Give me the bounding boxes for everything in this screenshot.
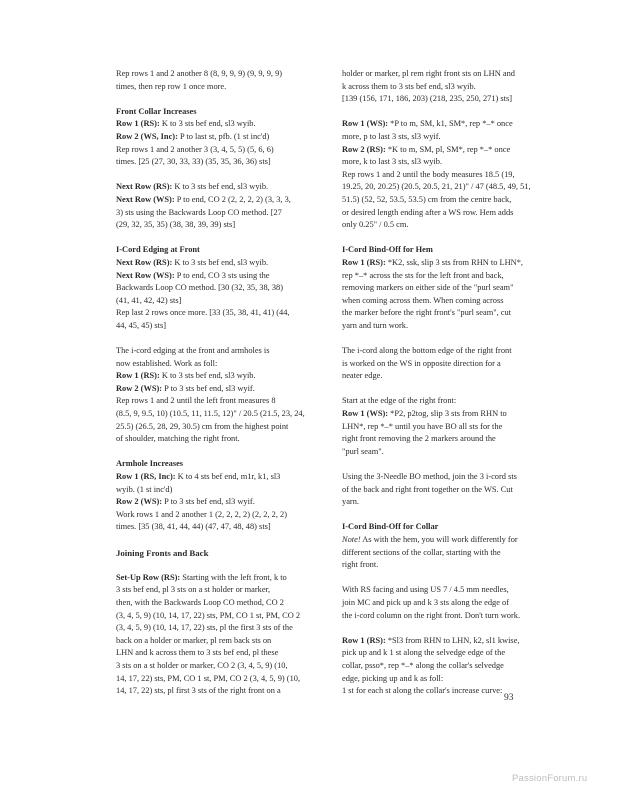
line-text: yarn. (342, 497, 359, 507)
text-line (342, 597, 572, 610)
row-label: Row 2 (WS, Inc): (116, 131, 178, 141)
section-heading: I-Cord Bind-Off for Collar (342, 522, 439, 532)
line-text: K to 3 sts bef end, sl3 wyib. (172, 257, 269, 267)
line-text: right front removing the 2 markers around the (342, 434, 496, 444)
text-line (116, 207, 346, 220)
row-label: Row 1 (RS): (342, 635, 386, 645)
text-line (342, 660, 572, 673)
text-block (342, 345, 572, 383)
line-text: 51.5) (52, 52, 53.5, 53.5) cm from the centre back, (342, 194, 512, 204)
text-line (116, 521, 346, 534)
text-line (342, 433, 572, 446)
text-line (342, 257, 572, 270)
section-heading: I-Cord Bind-Off for Hem (342, 245, 433, 255)
line-text: edge, picking up and k as foll: (342, 673, 444, 683)
line-text: 1 st for each st along the collar's increase curve: (342, 686, 503, 696)
text-line (342, 68, 572, 81)
line-text: *K to m, SM, pl, SM*, rep *–* once (385, 144, 511, 154)
text-line (116, 610, 346, 623)
line-text: P to 3 sts bef end, sl3 wyif. (162, 383, 255, 393)
text-line (342, 118, 572, 131)
text-line (116, 584, 346, 597)
text-line (116, 270, 346, 283)
line-text: more, p to last 3 sts, sl3 wyif. (342, 131, 441, 141)
line-text: more, k to last 3 sts, sl3 wyib. (342, 157, 443, 167)
text-line (342, 320, 572, 333)
line-text: holder or marker, pl rem right front sts on LHN and (342, 69, 515, 78)
text-line (342, 307, 572, 320)
line-text: pick up and k 1 st along the selvedge edge of the (342, 648, 506, 658)
text-block (116, 547, 346, 560)
text-line (342, 194, 572, 207)
line-text: P to end, CO 2 (2, 2, 2, 2) (3, 3, 3, (174, 194, 291, 204)
line-text: 3 sts bef end, pl 3 sts on a st holder or marker, (116, 585, 271, 595)
line-text: Using the 3-Needle BO method, join the 3 i-cord sts (342, 472, 517, 481)
line-text: *K2, ssk, slip 3 sts from RHN to LHN*, (385, 257, 523, 267)
text-line (342, 282, 572, 295)
text-line (342, 685, 572, 698)
text-line (116, 673, 346, 686)
line-text: *P to m, SM, k1, SM*, rep *–* once (388, 119, 513, 129)
row-label: Row 1 (RS, Inc): (116, 472, 176, 481)
text-line (116, 496, 346, 509)
line-text: removing markers on either side of the "purl seam" (342, 283, 514, 293)
text-line (116, 219, 346, 232)
text-line (342, 370, 572, 383)
text-line (342, 484, 572, 497)
text-line (342, 207, 572, 220)
line-text: K to 4 sts bef end, m1r, k1, sl3 (175, 472, 281, 481)
line-text: collar, psso*, rep *–* along the collar's selvedge (342, 660, 504, 670)
line-text: [139 (156, 171, 186, 203) (218, 235, 250, 271) sts] (342, 94, 513, 104)
line-text: Backwards Loop CO method. [30 (32, 35, 38, 38) (116, 283, 284, 293)
page-number: 93 (504, 693, 514, 703)
line-text: *Sl3 from RHN to LHN, k2, sl1 kwise, (385, 635, 520, 645)
text-line (116, 345, 346, 358)
text-line (342, 610, 572, 623)
section-heading: I-Cord Edging at Front (116, 245, 200, 255)
line-text: As with the hem, you will work differently for (360, 534, 518, 544)
line-text: P to end, CO 3 sts using the (174, 270, 270, 280)
line-text: *P2, p2tog, slip 3 sts from RHN to (388, 409, 507, 419)
line-text: The i-cord along the bottom edge of the right front (342, 346, 512, 356)
line-text: rep *–* across the sts for the left front and back, (342, 270, 504, 280)
text-block (116, 572, 346, 698)
text-line (342, 559, 572, 572)
text-line (116, 635, 346, 648)
line-text: neater edge. (342, 371, 383, 381)
text-block (342, 471, 572, 509)
line-text: Rep rows 1 and 2 until the left front measures 8 (116, 396, 276, 406)
text-line (116, 597, 346, 610)
text-line (342, 647, 572, 660)
line-text: Starting with the left front, k to (180, 572, 287, 582)
line-text: K to 3 sts bef end, sl3 wyib. (159, 119, 256, 129)
text-line (116, 131, 346, 144)
line-text: is worked on the WS in opposite direction for a (342, 358, 501, 368)
text-line (342, 421, 572, 434)
text-line (116, 395, 346, 408)
text-block (342, 118, 572, 231)
line-text: yarn and turn work. (342, 320, 409, 330)
row-label: Next Row (WS): (116, 270, 175, 280)
text-block (342, 635, 572, 698)
line-text: join MC and pick up and k 3 sts along the edge of (342, 597, 510, 607)
text-line (116, 295, 346, 308)
text-line (116, 647, 346, 660)
line-text: "purl seam". (342, 446, 384, 456)
line-text: P to 3 sts bef end, sl3 wyif. (162, 497, 255, 507)
text-line (116, 660, 346, 673)
line-text: the marker before the right front's "purl seam", cut (342, 308, 512, 318)
text-line (342, 169, 572, 182)
line-text: times. [25 (27, 30, 33, 33) (35, 35, 36, 36) sts] (116, 157, 271, 167)
text-line (342, 131, 572, 144)
section-heading: Armhole Increases (116, 459, 184, 469)
text-line (116, 509, 346, 522)
line-text: Rep last 2 rows once more. [33 (35, 38, 41, 41) (44, (116, 308, 290, 318)
text-block (116, 458, 346, 534)
watermark: PassionForum.ru (512, 773, 588, 784)
text-line (342, 93, 572, 106)
text-line (116, 370, 346, 383)
line-text: different sections of the collar, starting with the (342, 547, 501, 557)
text-block (342, 584, 572, 622)
text-line (342, 635, 572, 648)
line-text: when coming across them. When coming across (342, 295, 504, 305)
text-line (116, 471, 346, 484)
line-text: (8.5, 9, 9.5, 10) (10.5, 11, 11.5, 12)" / 20.5 (21.5, 23, 24, (116, 409, 305, 419)
row-label: Row 1 (RS): (116, 119, 160, 129)
text-line (342, 81, 572, 94)
row-label: Row 2 (WS): (116, 383, 163, 393)
line-text: now established. Work as foll: (116, 358, 218, 368)
text-line (342, 547, 572, 560)
text-line (342, 358, 572, 371)
section-heading: Front Collar Increases (116, 106, 197, 116)
line-text: Work rows 1 and 2 another 1 (2, 2, 2, 2) (2, 2, 2, 2) (116, 509, 287, 519)
text-line (116, 383, 346, 396)
row-label: Row 2 (WS): (116, 497, 163, 507)
text-line (116, 320, 346, 333)
text-line (342, 156, 572, 169)
text-line (116, 358, 346, 371)
line-text: of shoulder, matching the right front. (116, 434, 240, 444)
text-line (116, 144, 346, 157)
line-text: Rep rows 1 and 2 until the body measures 18.5 (19, (342, 169, 515, 179)
line-text: right front. (342, 560, 379, 570)
line-text: The i-cord edging at the front and armholes is (116, 346, 270, 356)
line-text: (3, 4, 5, 9) (10, 14, 17, 22) sts, PM, CO 1 st, PM, CO 2 (116, 610, 301, 620)
text-line (116, 307, 346, 320)
line-text: P to last st, pfb. (1 st inc'd) (177, 131, 270, 141)
line-text: (41, 41, 42, 42) sts] (116, 295, 182, 305)
text-line (116, 433, 346, 446)
line-text: Rep rows 1 and 2 another 8 (8, 9, 9, 9) (9, 9, 9, 9) (116, 69, 283, 78)
text-block (116, 106, 346, 169)
row-label: Row 1 (RS): (342, 257, 386, 267)
line-text: wyib. (1 st inc'd) (116, 484, 173, 494)
text-block (342, 521, 572, 571)
line-text: 25.5) (26.5, 28, 29, 30.5) cm from the highest point (116, 421, 289, 431)
text-line (342, 496, 572, 509)
text-block (342, 395, 572, 458)
text-block (342, 244, 572, 332)
line-text: only 0.25" / 0.5 cm. (342, 220, 409, 230)
text-line (342, 395, 572, 408)
line-text: LHN*, rep *–* until you have BO all sts for the (342, 421, 503, 431)
text-line (116, 194, 346, 207)
text-line (116, 282, 346, 295)
text-line (342, 345, 572, 358)
text-line (116, 68, 346, 81)
text-line (342, 181, 572, 194)
left-column (116, 68, 346, 710)
text-line (342, 446, 572, 459)
text-line (116, 181, 346, 194)
line-text: 19.25, 20, 20.25) (20.5, 20.5, 21, 21)" / 47 (48.5, 49, 51, (342, 182, 531, 192)
line-text: or desired length ending after a WS row. Hem adds (342, 207, 514, 217)
text-block (342, 68, 572, 106)
text-line (116, 257, 346, 270)
line-text: then, with the Backwards Loop CO method, CO 2 (116, 597, 284, 607)
line-text: K to 3 sts bef end, sl3 wyib. (172, 182, 269, 192)
text-block (116, 244, 346, 332)
text-block (116, 345, 346, 446)
text-line (342, 408, 572, 421)
line-text: times. [35 (38, 41, 44, 44) (47, 47, 48, 48) sts] (116, 522, 271, 532)
line-text: times, then rep row 1 once more. (116, 81, 227, 91)
line-text: 3 sts on a st holder or marker, CO 2 (3, 4, 5, 9) (10, (116, 660, 288, 670)
line-text: 44, 45, 45) sts] (116, 320, 167, 330)
row-label: Row 1 (RS): (116, 371, 160, 381)
right-column (342, 68, 572, 710)
text-line (342, 584, 572, 597)
row-label: Row 1 (WS): (342, 119, 389, 129)
text-line (342, 471, 572, 484)
text-line (342, 673, 572, 686)
text-line (342, 295, 572, 308)
row-label: Next Row (RS): (116, 182, 173, 192)
text-line (342, 534, 572, 547)
text-block (116, 181, 346, 231)
line-text: of the back and right front together on the WS. Cut (342, 484, 513, 494)
text-line (116, 81, 346, 94)
line-text: 3) sts using the Backwards Loop CO method. [27 (116, 207, 282, 217)
row-label: Row 2 (RS): (342, 144, 386, 154)
line-text: k across them to 3 sts bef end, sl3 wyib. (342, 81, 476, 91)
line-text: 14, 17, 22) sts, pl first 3 sts of the right front on a (116, 686, 281, 696)
line-text: Start at the edge of the right front: (342, 396, 457, 406)
note-label: Note! (342, 534, 361, 544)
text-line (116, 156, 346, 169)
text-line (116, 118, 346, 131)
line-text: the i-cord column on the right front. Don't turn work. (342, 610, 521, 620)
row-label: Next Row (RS): (116, 257, 173, 267)
text-line (116, 685, 346, 698)
major-section-heading: Joining Fronts and Back (116, 547, 209, 558)
text-line (116, 484, 346, 497)
line-text: (3, 4, 5, 9) (10, 14, 17, 22) sts, pl the first 3 sts of the (116, 623, 293, 633)
text-line (342, 219, 572, 232)
text-line (116, 622, 346, 635)
line-text: Rep rows 1 and 2 another 3 (3, 4, 5, 5) (5, 6, 6) (116, 144, 274, 154)
text-block (116, 68, 346, 93)
line-text: back on a holder or marker, pl rem back sts on (116, 635, 272, 645)
line-text: LHN and k across them to 3 sts bef end, pl these (116, 648, 279, 658)
text-line (116, 408, 346, 421)
line-text: With RS facing and using US 7 / 4.5 mm needles, (342, 585, 509, 595)
row-label: Row 1 (WS): (342, 409, 389, 419)
line-text: K to 3 sts bef end, sl3 wyib. (159, 371, 256, 381)
text-line (342, 144, 572, 157)
text-line (116, 572, 346, 585)
line-text: 14, 17, 22) sts, PM, CO 1 st, PM, CO 2 (3, 4, 5, 9) (10, (116, 673, 301, 683)
row-label: Next Row (WS): (116, 194, 175, 204)
text-line (342, 270, 572, 283)
text-line (116, 421, 346, 434)
line-text: (29, 32, 35, 35) (38, 38, 39, 39) sts] (116, 220, 236, 230)
row-label: Set-Up Row (RS): (116, 572, 181, 582)
